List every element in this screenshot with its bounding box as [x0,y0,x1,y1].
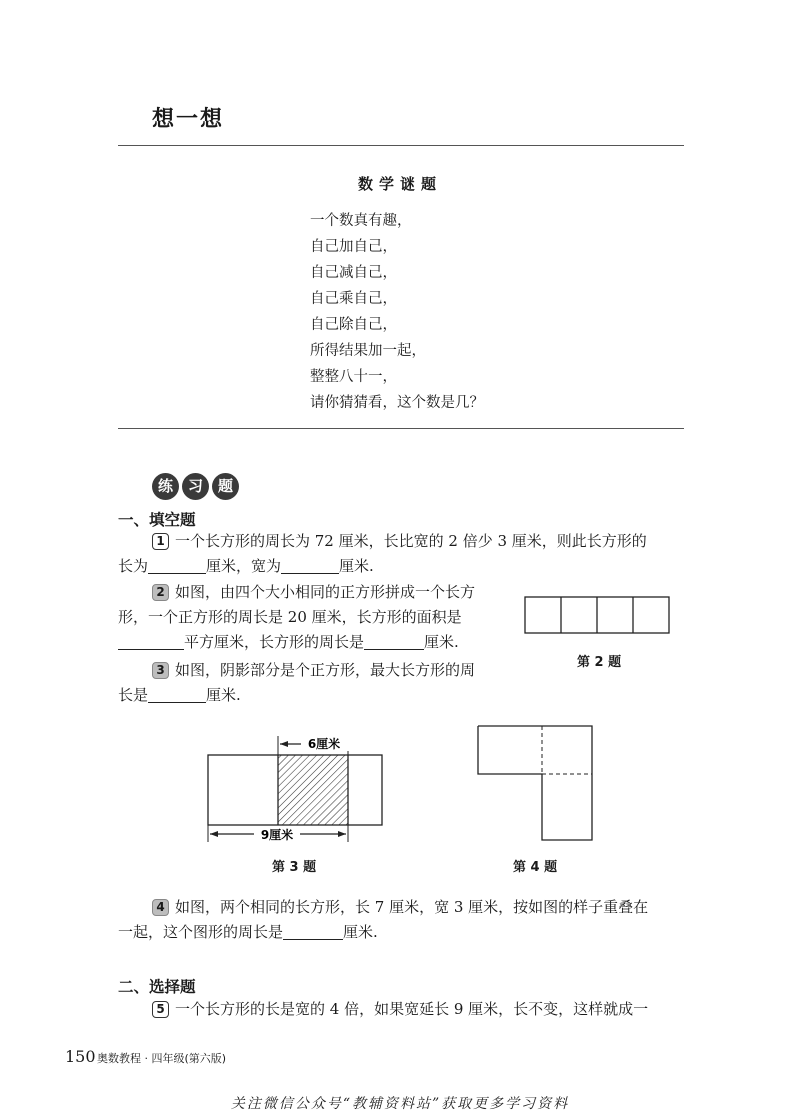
poem-line: 请你猜猜看，这个数是几？ [310,395,484,411]
figure-2-diagram [520,592,676,640]
poem-line: 自己减自己， [310,265,397,281]
figure-4-caption: 第 4 题 [513,860,558,875]
divider-bottom [118,428,684,429]
poem-line: 整整八十一， [310,369,397,385]
q2-blank-area[interactable] [118,631,184,650]
q2-line2: 形，一个正方形的周长是 20 厘米，长方形的面积是 [118,608,462,626]
q4-blank-perimeter[interactable] [283,921,343,940]
page-number: 150 [65,1047,96,1066]
q3-line1: 3 如图，阴影部分是个正方形，最大长方形的周 [152,658,475,683]
q3-number: 3 [152,662,169,679]
q3-line2: 长是 厘米. [118,686,241,704]
q1-line1: 1 一个长方形的周长为 72 厘米，长比宽的 2 倍少 3 厘米，则此长方形的 [152,529,647,554]
poem-line: 自己加自己， [310,239,397,255]
divider-top [118,145,684,146]
poem-line: 所得结果加一起， [310,343,426,359]
part-heading-fill-blank: 一、填空题 [118,511,196,529]
q1-blank-width[interactable] [281,555,339,574]
section-title: 想一想 [152,107,225,132]
watermark-text: 关注微信公众号“教辅资料站”获取更多学习资料 [230,1096,570,1112]
poem-line: 自己除自己， [310,317,397,333]
exercise-badge [152,473,239,500]
q4-number: 4 [152,899,169,916]
badge-char: 题 [212,473,239,500]
figure-3-diagram [200,730,390,845]
figure-4-diagram [470,718,600,846]
shaded-square [278,755,348,825]
poem-line: 一个数真有趣， [310,213,412,229]
q1-number: 1 [152,533,169,550]
badge-char: 习 [182,473,209,500]
q5-number: 5 [152,1001,169,1018]
q2-line3: 平方厘米，长方形的周长是 厘米. [118,630,459,655]
badge-char: 练 [152,473,179,500]
figure-3-caption: 第 3 题 [272,860,317,875]
part-heading-multiple-choice: 二、选择题 [118,978,196,996]
figure-2-caption: 第 2 题 [577,655,622,670]
poem-lines [310,208,484,416]
poem-line: 自己乘自己， [310,291,397,307]
q2-blank-perimeter[interactable] [364,631,424,650]
dim-label-6cm: 6厘米 [307,737,341,751]
q2-number: 2 [152,584,169,601]
book-title: 奥数教程 · 四年级(第六版) [97,1052,227,1065]
q4-line1: 4 如图，两个相同的长方形，长 7 厘米，宽 3 厘米，按如图的样子重叠在 [152,895,648,920]
q3-blank-perimeter[interactable] [148,684,206,703]
q5-line1: 5 一个长方形的长是宽的 4 倍，如果宽延长 9 厘米，长不变，这样就成一 [152,997,648,1022]
dim-label-9cm: 9厘米 [260,828,294,842]
q2-line1: 2 如图，由四个大小相同的正方形拼成一个长方 [152,580,475,605]
poem-title: 数学谜题 [357,175,442,193]
q1-line2: 长为 厘米，宽为 厘米. [118,557,374,575]
q1-blank-length[interactable] [148,555,206,574]
q4-line2: 一起，这个图形的周长是 厘米. [118,923,378,941]
